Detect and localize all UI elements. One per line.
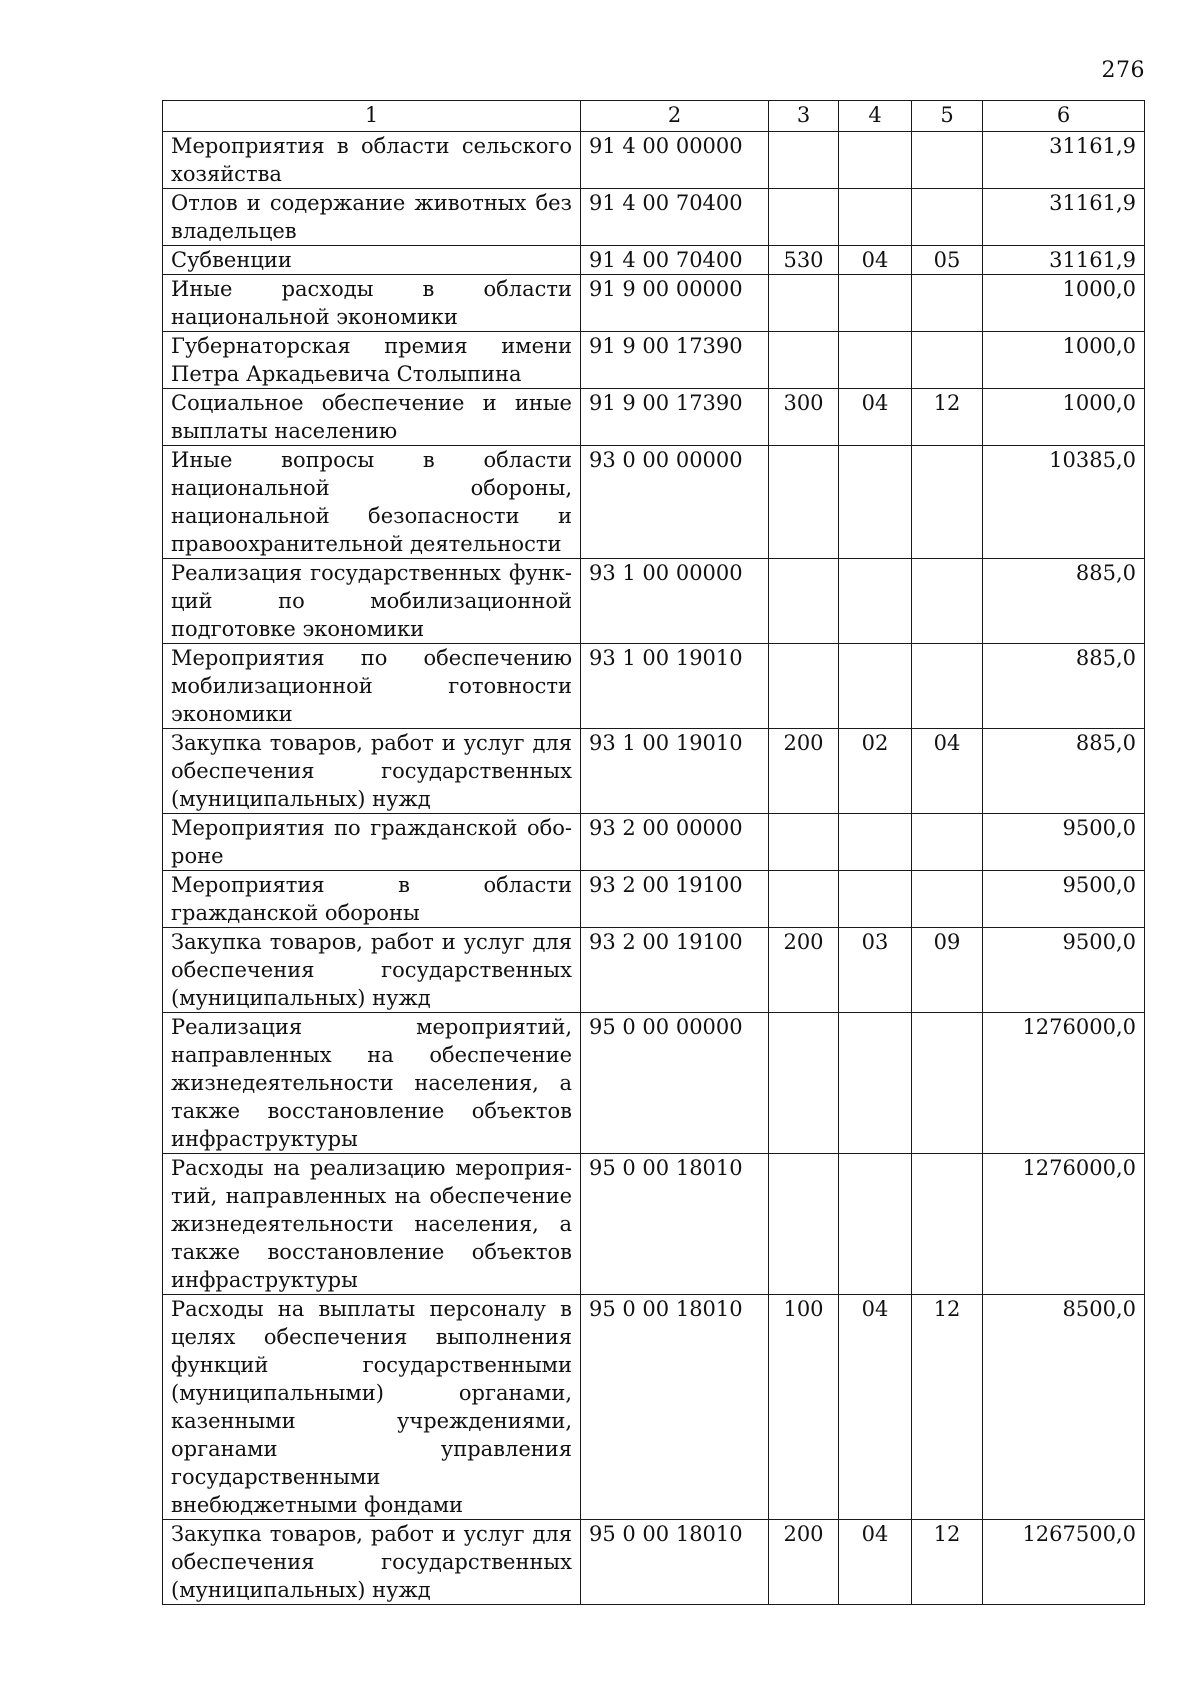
header-cell: 3: [769, 101, 839, 132]
section-cell: [839, 814, 912, 871]
expense-name-cell: Мероприятия в области сельского хозяйства: [163, 132, 581, 189]
expense-type-cell: [769, 559, 839, 644]
table-row: [163, 644, 1145, 729]
section-cell: 04: [839, 1520, 912, 1605]
amount-cell: 9500,0: [983, 928, 1145, 1013]
amount-cell: 885,0: [983, 644, 1145, 729]
target-code-cell: 93 1 00 00000: [581, 559, 769, 644]
section-cell: 04: [839, 1295, 912, 1520]
expense-name-cell: Социальное обеспечение и иные выплаты населению: [163, 389, 581, 446]
subsection-cell: [912, 644, 983, 729]
expense-type-cell: [769, 189, 839, 246]
amount-cell: 1000,0: [983, 332, 1145, 389]
expense-name-cell: Губернаторская премия имени Петра Аркадьевича Столыпина: [163, 332, 581, 389]
budget-table: [162, 100, 1145, 1605]
subsection-cell: 12: [912, 1520, 983, 1605]
section-cell: [839, 275, 912, 332]
subsection-cell: [912, 189, 983, 246]
expense-name-cell: Субвенции: [163, 246, 581, 275]
expense-type-cell: [769, 132, 839, 189]
target-code-cell: 95 0 00 18010: [581, 1520, 769, 1605]
amount-cell: 9500,0: [983, 814, 1145, 871]
amount-cell: 1276000,0: [983, 1154, 1145, 1295]
table-row: [163, 729, 1145, 814]
subsection-cell: [912, 446, 983, 559]
table-row: [163, 132, 1145, 189]
expense-type-cell: 530: [769, 246, 839, 275]
amount-cell: 31161,9: [983, 189, 1145, 246]
subsection-cell: 04: [912, 729, 983, 814]
amount-cell: 31161,9: [983, 132, 1145, 189]
expense-type-cell: [769, 644, 839, 729]
target-code-cell: 91 4 00 00000: [581, 132, 769, 189]
amount-cell: 1267500,0: [983, 1520, 1145, 1605]
table-row: [163, 189, 1145, 246]
subsection-cell: 05: [912, 246, 983, 275]
subsection-cell: [912, 814, 983, 871]
amount-cell: 1276000,0: [983, 1013, 1145, 1154]
expense-name-cell: Реализация мероприятий, направленных на обеспечение жизнедеятельности населения, а также восстановление объектов инфраструктуры: [163, 1013, 581, 1154]
target-code-cell: 91 4 00 70400: [581, 246, 769, 275]
amount-cell: 1000,0: [983, 389, 1145, 446]
section-cell: [839, 446, 912, 559]
expense-name-cell: Закупка товаров, работ и услуг для обеспечения государственных (муниципальных) нужд: [163, 1520, 581, 1605]
expense-type-cell: 200: [769, 928, 839, 1013]
amount-cell: 10385,0: [983, 446, 1145, 559]
subsection-cell: [912, 1013, 983, 1154]
header-cell: 1: [163, 101, 581, 132]
target-code-cell: 93 1 00 19010: [581, 644, 769, 729]
subsection-cell: [912, 132, 983, 189]
section-cell: [839, 332, 912, 389]
expense-type-cell: [769, 332, 839, 389]
amount-cell: 31161,9: [983, 246, 1145, 275]
section-cell: [839, 559, 912, 644]
expense-type-cell: [769, 446, 839, 559]
subsection-cell: 12: [912, 389, 983, 446]
target-code-cell: 91 4 00 70400: [581, 189, 769, 246]
table-row: [163, 246, 1145, 275]
table-row: [163, 389, 1145, 446]
table-row: [163, 1295, 1145, 1520]
table-row: [163, 1154, 1145, 1295]
expense-name-cell: Расходы на реализацию мероприятий, направленных на обеспечение жизнедеятельности населения, а также восстановление объектов инфраструктуры: [163, 1154, 581, 1295]
section-cell: [839, 189, 912, 246]
table-row: [163, 814, 1145, 871]
header-cell: 5: [912, 101, 983, 132]
section-cell: [839, 871, 912, 928]
header-cell: 2: [581, 101, 769, 132]
subsection-cell: 09: [912, 928, 983, 1013]
section-cell: [839, 644, 912, 729]
target-code-cell: 91 9 00 00000: [581, 275, 769, 332]
expense-name-cell: Реализация государственных функций по мобилизационной подготовке экономики: [163, 559, 581, 644]
target-code-cell: 95 0 00 18010: [581, 1295, 769, 1520]
expense-name-cell: Расходы на выплаты персоналу в целях обеспечения выполнения функций государственными (муниципальными) органами, казенными учреждениями, органами управления государственными внебюджетными фондами: [163, 1295, 581, 1520]
amount-cell: 8500,0: [983, 1295, 1145, 1520]
table-row: [163, 559, 1145, 644]
table-row: [163, 928, 1145, 1013]
expense-name-cell: Мероприятия по гражданской обороне: [163, 814, 581, 871]
expense-name-cell: Мероприятия по обеспечению мобилизационной готовности экономики: [163, 644, 581, 729]
expense-type-cell: [769, 1154, 839, 1295]
subsection-cell: [912, 871, 983, 928]
expense-name-cell: Иные расходы в области национальной экономики: [163, 275, 581, 332]
table-row: [163, 1013, 1145, 1154]
expense-type-cell: 200: [769, 1520, 839, 1605]
section-cell: [839, 132, 912, 189]
expense-name-cell: Закупка товаров, работ и услуг для обеспечения государственных (муниципальных) нужд: [163, 729, 581, 814]
expense-type-cell: 100: [769, 1295, 839, 1520]
expense-type-cell: 200: [769, 729, 839, 814]
subsection-cell: 12: [912, 1295, 983, 1520]
target-code-cell: 93 2 00 19100: [581, 871, 769, 928]
amount-cell: 885,0: [983, 559, 1145, 644]
target-code-cell: 91 9 00 17390: [581, 332, 769, 389]
subsection-cell: [912, 275, 983, 332]
section-cell: 04: [839, 389, 912, 446]
target-code-cell: 93 0 00 00000: [581, 446, 769, 559]
subsection-cell: [912, 1154, 983, 1295]
amount-cell: 1000,0: [983, 275, 1145, 332]
section-cell: [839, 1154, 912, 1295]
header-cell: 6: [983, 101, 1145, 132]
header-cell: 4: [839, 101, 912, 132]
header-row: [163, 101, 1145, 132]
table-row: [163, 275, 1145, 332]
table-row: [163, 446, 1145, 559]
expense-type-cell: 300: [769, 389, 839, 446]
target-code-cell: 93 2 00 19100: [581, 928, 769, 1013]
expense-type-cell: [769, 871, 839, 928]
target-code-cell: 91 9 00 17390: [581, 389, 769, 446]
amount-cell: 885,0: [983, 729, 1145, 814]
expense-type-cell: [769, 814, 839, 871]
target-code-cell: 95 0 00 00000: [581, 1013, 769, 1154]
amount-cell: 9500,0: [983, 871, 1145, 928]
subsection-cell: [912, 332, 983, 389]
target-code-cell: 95 0 00 18010: [581, 1154, 769, 1295]
expense-name-cell: Отлов и содержание животных без владельцев: [163, 189, 581, 246]
section-cell: [839, 1013, 912, 1154]
expense-type-cell: [769, 1013, 839, 1154]
expense-type-cell: [769, 275, 839, 332]
table-row: [163, 1520, 1145, 1605]
expense-name-cell: Мероприятия в области гражданской обороны: [163, 871, 581, 928]
page-number: 276: [1101, 58, 1145, 83]
section-cell: 03: [839, 928, 912, 1013]
table-row: [163, 871, 1145, 928]
expense-name-cell: Закупка товаров, работ и услуг для обеспечения государственных (муниципальных) нужд: [163, 928, 581, 1013]
target-code-cell: 93 1 00 19010: [581, 729, 769, 814]
section-cell: 04: [839, 246, 912, 275]
table-row: [163, 332, 1145, 389]
section-cell: 02: [839, 729, 912, 814]
subsection-cell: [912, 559, 983, 644]
target-code-cell: 93 2 00 00000: [581, 814, 769, 871]
expense-name-cell: Иные вопросы в области национальной обороны, национальной безопасности и правоохранительной деятельности: [163, 446, 581, 559]
table-body: [163, 132, 1145, 1605]
